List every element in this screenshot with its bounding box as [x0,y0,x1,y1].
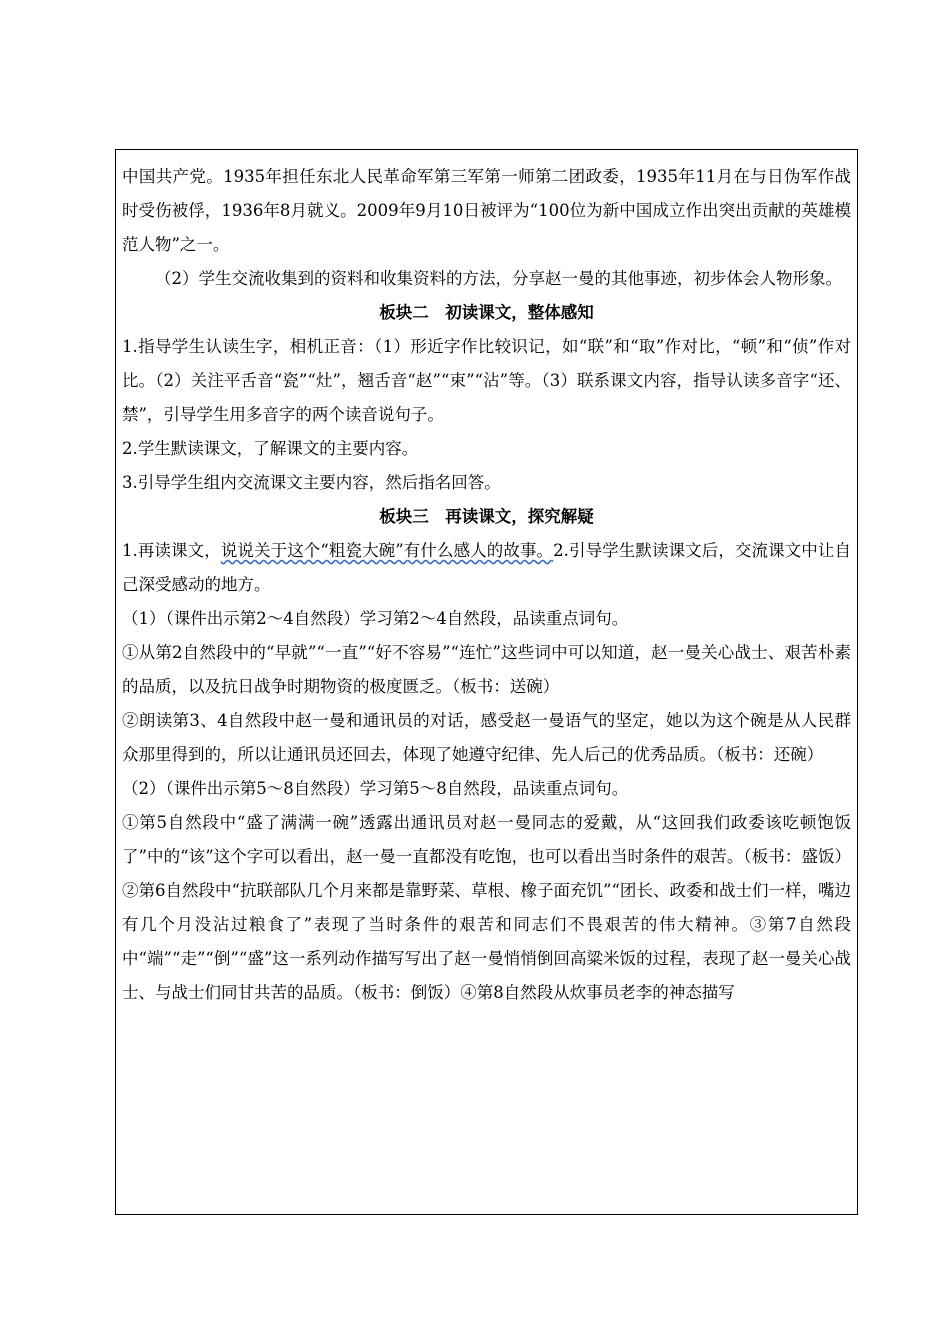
section-heading-2: 板块二 初读课文，整体感知 [379,303,594,322]
paragraph-silent-reading: 2.学生默读课文，了解课文的主要内容。 [122,439,419,458]
paragraph-study-2-4: （1）（课件出示第2～4自然段）学习第2～4自然段，品读重点词句。 [122,609,629,628]
paragraph-study-5-8: （2）（课件出示第5～8自然段）学习第5～8自然段，品读重点词句。 [122,779,629,798]
document-table-cell [115,149,858,1215]
reread-lead: 1.再读课文， [122,541,221,560]
grammar-flagged-text: 说说关于这个“粗瓷大碗”有什么感人的故事。 [220,541,554,560]
reread-tail: 2.引导学生默读课文后，交流课文中让自己深受感动的地方。 [122,541,851,594]
paragraph-point-1: ①从第2自然段中的“早就”“一直”“好不容易”“连忙”这些词中可以知道，赵一曼关心战士、艰苦朴素的品质，以及抗日战争时期物资的极度匮乏。（板书：送碗） [122,643,851,696]
lesson-plan-content [116,150,857,1010]
paragraph-biography: 中国共产党。1935年担任东北人民革命军第三军第一师第二团政委，1935年11月在与日伪军作战时受伤被俘，1936年8月就义。2009年9月10日被评为“100位为新中国成立作出突出贡献的英雄模范人物”之一。 [122,167,851,254]
paragraph-point-2: ②朗读第3、4自然段中赵一曼和通讯员的对话，感受赵一曼语气的坚定，她以为这个碗是从人民群众那里得到的，所以让通讯员还回去，体现了她遵守纪律、先人后己的优秀品质。（板书：还碗） [122,711,851,764]
paragraph-group-exchange: 3.引导学生组内交流课文主要内容，然后指名回答。 [122,473,501,492]
paragraph-new-characters: 1.指导学生认读生字，相机正音：（1）形近字作比较识记，如“联”和“取”作对比，“顿”和“侦”作对比。（2）关注平舌音“瓷”“灶”，翘舌音“赵”“束”“沾”等。（3）联系课文内容，指导认读多音字“还、禁”，引导学生用多音字的两个读音说句子。 [122,337,851,424]
paragraph-points-5-8: ①第5自然段中“盛了满满一碗”透露出通讯员对赵一曼同志的爱戴，从“这回我们政委该吃顿饱饭了”中的“该”这个字可以看出，赵一曼一直都没有吃饱，也可以看出当时条件的艰苦。（板书：盛饭）②第6自然段中“抗联部队几个月来都是靠野菜、草根、橡子面充饥”“团长、政委和战士们一样，嘴边有几个月没沾过粮食了”表现了当时条件的艰苦和同志们不畏艰苦的伟大精神。③第7自然段中“端”“走”“倒”“盛”这一系列动作描写写出了赵一曼悄悄倒回高粱米饭的过程，表现了赵一曼关心战士、与战士们同甘共苦的品质。（板书：倒饭）④第8自然段从炊事员老李的神态描写 [122,813,851,1002]
section-heading-3: 板块三 再读课文，探究解疑 [379,507,594,526]
paragraph-reread [122,534,851,602]
paragraph-student-exchange: （2）学生交流收集到的资料和收集资料的方法，分享赵一曼的其他事迹，初步体会人物形象。 [155,269,842,288]
